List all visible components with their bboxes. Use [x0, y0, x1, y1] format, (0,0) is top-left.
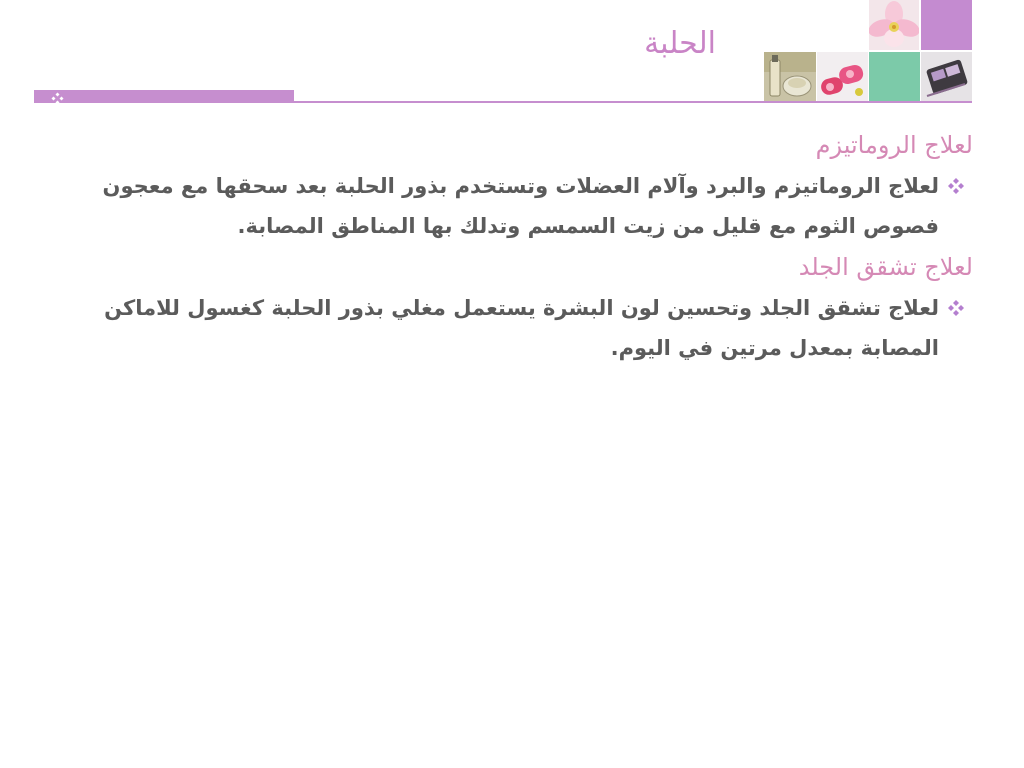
makeup-rollers-photo-tile	[817, 52, 868, 102]
section-heading-skin-cracks: لعلاج تشقق الجلد	[798, 253, 973, 281]
bullet-text: لعلاج الروماتيزم والبرد وآلام العضلات وتستخدم بذور الحلبة بعد سحقها مع معجون فصوص الثوم مع قليل من زيت السمسم وتدلك بها المناطق المصابة.	[102, 174, 939, 238]
slide-body	[60, 124, 973, 368]
flower-photo-tile	[869, 0, 919, 50]
four-diamond-bullet-icon	[939, 166, 973, 206]
bullet-item-skin-cracks	[60, 288, 973, 368]
lavender-tile	[921, 0, 972, 50]
perfume-photo-tile	[764, 52, 816, 102]
teal-tile	[869, 52, 920, 102]
bullet-item-rheumatism	[60, 166, 973, 246]
four-diamond-ornament-icon	[51, 90, 64, 103]
slide-title: الحلبة	[644, 26, 716, 61]
eyeshadow-photo-tile	[921, 52, 972, 102]
section-heading-rheumatism: لعلاج الروماتيزم	[815, 131, 973, 159]
four-diamond-bullet-icon	[939, 288, 973, 328]
bullet-text: لعلاج تشقق الجلد وتحسين لون البشرة يستعمل مغلي بذور الحلبة كغسول للاماكن المصابة بمعدل مرتين في اليوم.	[104, 296, 939, 360]
header-accent-bar	[34, 90, 294, 103]
